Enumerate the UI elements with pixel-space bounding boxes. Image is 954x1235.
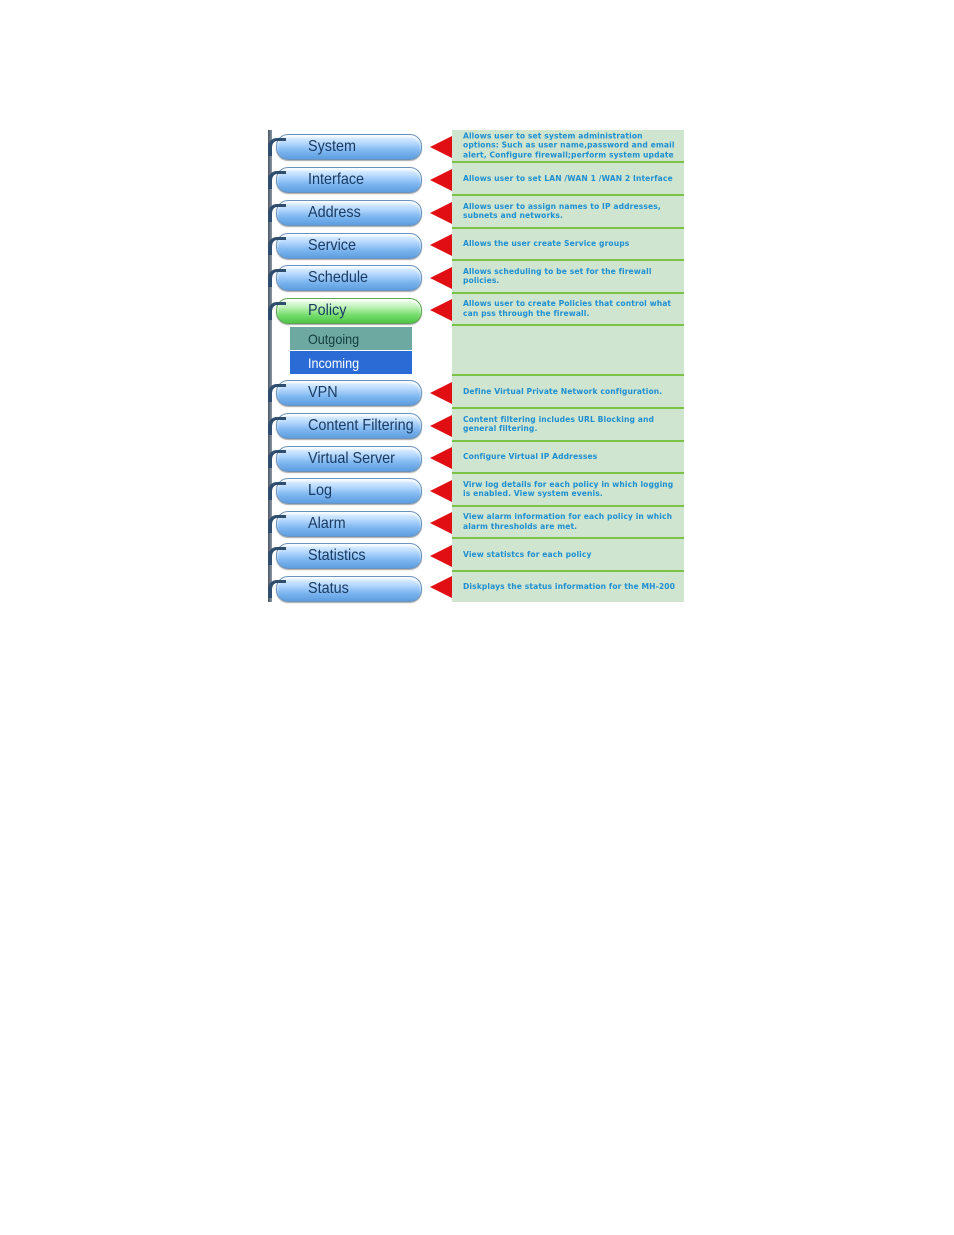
- hook-icon: [268, 269, 286, 287]
- vpn-description: Define Virtual Private Network configuration.: [463, 386, 663, 396]
- interface-button[interactable]: [276, 167, 422, 193]
- menu-row-vpn: [268, 376, 684, 409]
- pointer-arrow-icon: [430, 234, 452, 256]
- content-filtering-label: Content Filtering: [308, 417, 414, 434]
- hook-icon: [268, 138, 286, 156]
- status-description: Diskplays the status information for the MH-200: [463, 582, 675, 592]
- menu-row-statistics: [268, 539, 684, 572]
- status-label: Status: [308, 580, 349, 597]
- alarm-button[interactable]: [276, 511, 422, 537]
- menu-reference-figure: [268, 130, 684, 602]
- statistics-description: View statistcs for each policy: [463, 549, 592, 559]
- menu-row-interface: [268, 163, 684, 196]
- system-description-cell: [452, 130, 684, 163]
- system-button[interactable]: [276, 134, 422, 160]
- policy-button[interactable]: [276, 298, 422, 324]
- alarm-description: View alarm information for each policy in which alarm thresholds are met.: [463, 512, 673, 531]
- schedule-description-cell: [452, 261, 684, 294]
- system-description: Allows user to set system administration options: Such as user name,password and email alert, Configure firewall;perform system update: [463, 130, 675, 160]
- schedule-label: Schedule: [308, 269, 369, 286]
- virtual-server-button[interactable]: [276, 446, 422, 472]
- menu-row-service: [268, 229, 684, 261]
- incoming-label: Incoming: [308, 354, 360, 371]
- policy-label: Policy: [308, 302, 347, 319]
- menu-row-alarm: [268, 507, 684, 539]
- outgoing-submenu-item[interactable]: [290, 327, 412, 350]
- pointer-arrow-icon: [430, 267, 452, 289]
- hook-icon: [268, 302, 286, 320]
- hook-icon: [268, 237, 286, 255]
- virtual-server-label: Virtual Server: [308, 450, 395, 467]
- log-description: Virw log details for each policy in which logging is enabled. View system evenis.: [463, 479, 674, 499]
- pointer-arrow-icon: [430, 545, 452, 567]
- statistics-description-cell: [452, 539, 684, 572]
- hook-icon: [268, 580, 286, 598]
- service-description-cell: [452, 229, 684, 261]
- log-description-cell: [452, 474, 684, 507]
- policy-description-cell: [452, 294, 684, 326]
- policy-description: Allows user to create Policies that control what can pss through the firewall.: [463, 299, 672, 318]
- service-description: Allows the user create Service groups: [463, 239, 630, 249]
- menu-row-system: [268, 130, 684, 163]
- policy-submenu: [268, 326, 684, 376]
- pointer-arrow-icon: [430, 299, 452, 321]
- service-button[interactable]: [276, 233, 422, 259]
- content-filtering-description: Content filtering includes URL Blocking and general filtering.: [463, 414, 655, 434]
- content-filtering-description-cell: [452, 409, 684, 442]
- menu-row-content-filtering: [268, 409, 684, 442]
- hook-icon: [268, 204, 286, 222]
- interface-description-cell: [452, 163, 684, 196]
- menu-row-status: [268, 572, 684, 602]
- alarm-description-cell: [452, 507, 684, 539]
- status-button[interactable]: [276, 576, 422, 602]
- address-description-cell: [452, 196, 684, 229]
- system-label: System: [308, 138, 357, 155]
- address-label: Address: [308, 204, 361, 221]
- hook-icon: [268, 482, 286, 500]
- incoming-submenu-item[interactable]: [290, 351, 412, 374]
- statistics-label: Statistics: [308, 547, 366, 564]
- pointer-arrow-icon: [430, 447, 452, 469]
- submenu-description-cell: [452, 326, 684, 376]
- hook-icon: [268, 450, 286, 468]
- address-button[interactable]: [276, 200, 422, 226]
- hook-icon: [268, 384, 286, 402]
- pointer-arrow-icon: [430, 169, 452, 191]
- pointer-arrow-icon: [430, 480, 452, 502]
- log-button[interactable]: [276, 478, 422, 504]
- hook-icon: [268, 547, 286, 565]
- interface-label: Interface: [308, 171, 365, 188]
- statistics-button[interactable]: [276, 543, 422, 569]
- pointer-arrow-icon: [430, 512, 452, 534]
- pointer-arrow-icon: [430, 415, 452, 437]
- interface-description: Allows user to set LAN /WAN 1 /WAN 2 Interface: [463, 173, 673, 183]
- menu-row-virtual-server: [268, 442, 684, 474]
- status-description-cell: [452, 572, 684, 602]
- pointer-arrow-icon: [430, 576, 452, 598]
- vpn-description-cell: [452, 376, 684, 409]
- menu-row-address: [268, 196, 684, 229]
- vpn-button[interactable]: [276, 380, 422, 406]
- address-description: Allows user to assign names to IP addresses, subnets and networks.: [463, 201, 661, 221]
- schedule-button[interactable]: [276, 265, 422, 291]
- menu-row-log: [268, 474, 684, 507]
- schedule-description: Allows scheduling to be set for the firewall policies.: [463, 266, 652, 286]
- virtual-server-description: Configure Virtual IP Addresses: [463, 452, 598, 462]
- alarm-label: Alarm: [308, 515, 346, 532]
- hook-icon: [268, 417, 286, 435]
- hook-icon: [268, 171, 286, 189]
- virtual-server-description-cell: [452, 442, 684, 474]
- hook-icon: [268, 515, 286, 533]
- pointer-arrow-icon: [430, 382, 452, 404]
- menu-row-schedule: [268, 261, 684, 294]
- pointer-arrow-icon: [430, 202, 452, 224]
- log-label: Log: [308, 482, 333, 499]
- content-filtering-button[interactable]: [276, 413, 422, 439]
- menu-row-policy: [268, 294, 684, 326]
- vpn-label: VPN: [308, 384, 338, 401]
- outgoing-label: Outgoing: [308, 330, 360, 347]
- service-label: Service: [308, 237, 357, 254]
- pointer-arrow-icon: [430, 136, 452, 158]
